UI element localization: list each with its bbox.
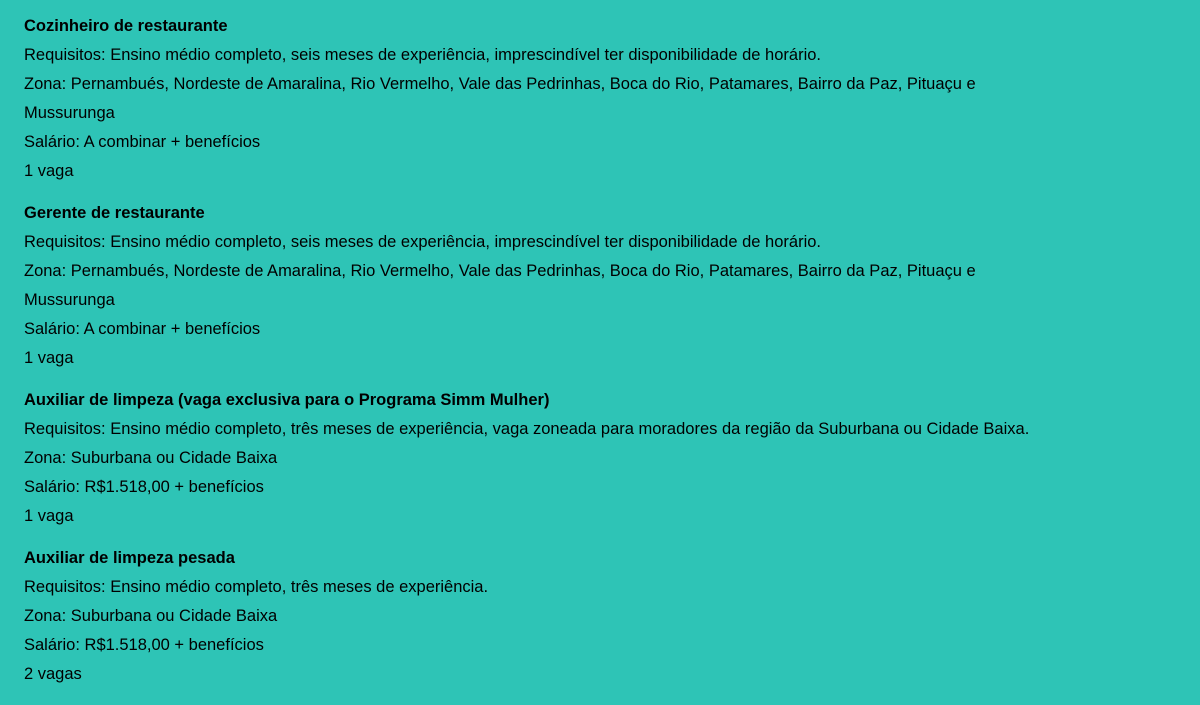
job-title: Auxiliar de limpeza pesada xyxy=(24,549,235,567)
job-title: Gerente de restaurante xyxy=(24,204,205,222)
job-salary: Salário: R$1.518,00 + benefícios xyxy=(24,478,264,496)
job-listing-auxiliar-limpeza xyxy=(24,386,1200,531)
job-zone: Zona: Suburbana ou Cidade Baixa xyxy=(24,607,278,625)
job-zone: Zona: Pernambués, Nordeste de Amaralina, Rio Vermelho, Vale das Pedrinhas, Boca do Rio, Patamares, Bairro da Paz, Pituaçu e Mussurunga xyxy=(24,75,976,122)
job-vacancies: 1 vaga xyxy=(24,162,74,180)
job-requirements: Requisitos: Ensino médio completo, três meses de experiência. xyxy=(24,578,489,596)
job-requirements: Requisitos: Ensino médio completo, seis meses de experiência, imprescindível ter disponibilidade de horário. xyxy=(24,233,821,251)
job-zone: Zona: Suburbana ou Cidade Baixa xyxy=(24,449,278,467)
job-zone: Zona: Pernambués, Nordeste de Amaralina, Rio Vermelho, Vale das Pedrinhas, Boca do Rio, Patamares, Bairro da Paz, Pituaçu e Mussurunga xyxy=(24,262,976,309)
job-vacancies: 1 vaga xyxy=(24,507,74,525)
job-vacancies: 1 vaga xyxy=(24,349,74,367)
job-salary: Salário: R$1.518,00 + benefícios xyxy=(24,636,264,654)
job-salary: Salário: A combinar + benefícios xyxy=(24,133,261,151)
job-requirements: Requisitos: Ensino médio completo, três meses de experiência, vaga zoneada para moradores da região da Suburbana ou Cidade Baixa. xyxy=(24,420,1030,438)
job-listing-gerente xyxy=(24,199,1200,373)
job-salary: Salário: A combinar + benefícios xyxy=(24,320,261,338)
job-title: Cozinheiro de restaurante xyxy=(24,17,228,35)
job-listing-auxiliar-limpeza-pesada xyxy=(24,544,1200,689)
job-requirements: Requisitos: Ensino médio completo, seis meses de experiência, imprescindível ter disponibilidade de horário. xyxy=(24,46,821,64)
job-vacancies: 2 vagas xyxy=(24,665,82,683)
job-title: Auxiliar de limpeza (vaga exclusiva para o Programa Simm Mulher) xyxy=(24,391,550,409)
job-listing-cozinheiro xyxy=(24,12,1200,186)
